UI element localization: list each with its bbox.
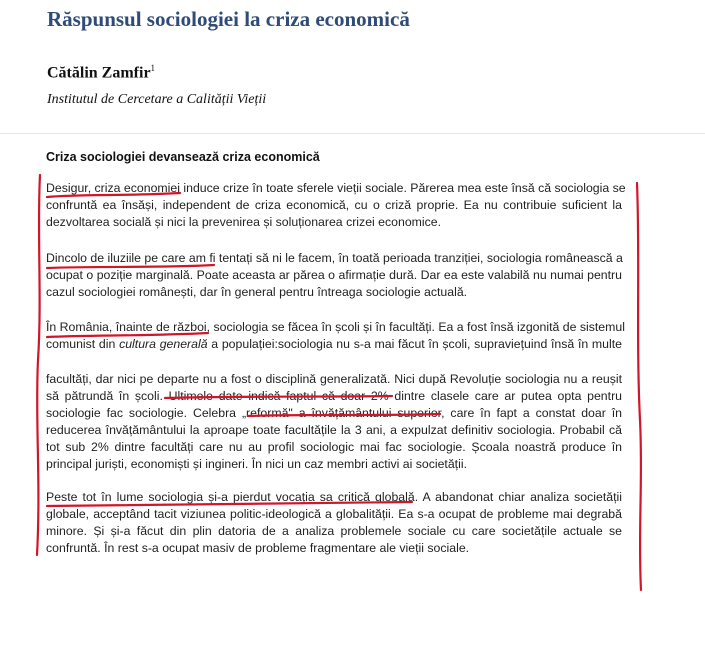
paragraph-2 xyxy=(46,250,622,301)
left-margin-line xyxy=(37,175,40,555)
paragraph-line: confruntă. În rest s-a ocupat masiv de probleme fragmentare ale vieții sociale. xyxy=(46,541,470,555)
paragraph-line: principal juriști, economiști și ingineri. În nici un caz membri activi ai societății. xyxy=(46,457,467,471)
header-divider xyxy=(0,133,705,134)
author-name xyxy=(47,63,155,82)
paragraph-5 xyxy=(46,489,622,557)
author-footnote-marker: 1 xyxy=(150,63,156,73)
paragraph-line: comunist din cultura generală a populației:sociologia nu s-a mai făcut în școli, supraviețuind însă în multe xyxy=(46,337,623,351)
paragraph-line: Dincolo de iluziile pe care am fi tentați să ni le facem, în toată perioada tranziției, sociologia românească a xyxy=(46,251,623,265)
paragraph-line: minore. Și și-a făcut din plin datoria de a analiza problemele sociale cu care societățile actuale se xyxy=(46,524,622,538)
paragraph-line: reducerea învățământului la aproape toate facultățile la 3 ani, a expulzat definitiv sociologia. Probabil că xyxy=(46,423,622,437)
paragraph-4 xyxy=(46,371,622,473)
paragraph-line: Peste tot în lume sociologia și-a pierdut vocația sa critică globală. A abandonat chiar analiza societății xyxy=(46,490,622,504)
paragraph-line: facultăți, dar nici pe departe nu a fost o disciplină generalizată. Nici după Revoluție sociologia nu a reușit xyxy=(46,372,622,386)
right-margin-line xyxy=(637,183,641,590)
document-title: Răspunsul sociologiei la criza economică xyxy=(47,7,410,31)
paragraph-line: confruntă ea însăși, independent de criza economică, cu o criză proprie. Ea nu contribuie suficient la xyxy=(46,198,622,212)
paragraph-line: ocupat o poziție marginală. Poate aceasta ar părea o afirmație dură. Dar ea este valabilă nu numai pentru xyxy=(46,268,622,282)
paragraph-line: cazul sociologiei românești, dar în general pentru întreaga sociologie actuală. xyxy=(46,285,468,299)
paragraph-line: tot sub 2% dintre facultăți care nu au profil sociologic mai fac sociologie. Școala noastră produce în xyxy=(46,440,622,454)
paragraph-line: globale, acceptând tacit viziunea politic-ideologică a globalității. Ea s-a ocupat de probleme mai degrabă xyxy=(46,507,622,521)
paragraph-line: În România, înainte de război, sociologia se făcea în școli și în facultăți. Ea a fost însă izgonită de sistemul xyxy=(46,320,625,334)
paragraph-line: să pătrundă în școli. Ultimele date indică faptul că doar 2% dintre clasele care ar putea opta pentru xyxy=(46,389,622,403)
paragraph-line: Desigur, criza economiei induce crize în toate sferele vieții sociale. Părerea mea este însă că sociologia se xyxy=(46,181,626,195)
section-heading: Criza sociologiei devansează criza economică xyxy=(46,150,320,164)
italic-phrase: cultura generală xyxy=(119,337,208,351)
paragraph-3 xyxy=(46,319,625,353)
paragraph-line: sociologie fac sociologie. Celebra „reformă" a învățământului superior, care în fapt a constat doar în xyxy=(46,406,622,420)
paragraph-1 xyxy=(46,180,626,231)
author-name-text: Cătălin Zamfir xyxy=(47,64,151,82)
paragraph-line: dezvoltarea socială și nici la prevenirea și soluționarea crizei economice. xyxy=(46,215,442,229)
author-affiliation: Institutul de Cercetare a Calității Vieții xyxy=(47,92,267,107)
